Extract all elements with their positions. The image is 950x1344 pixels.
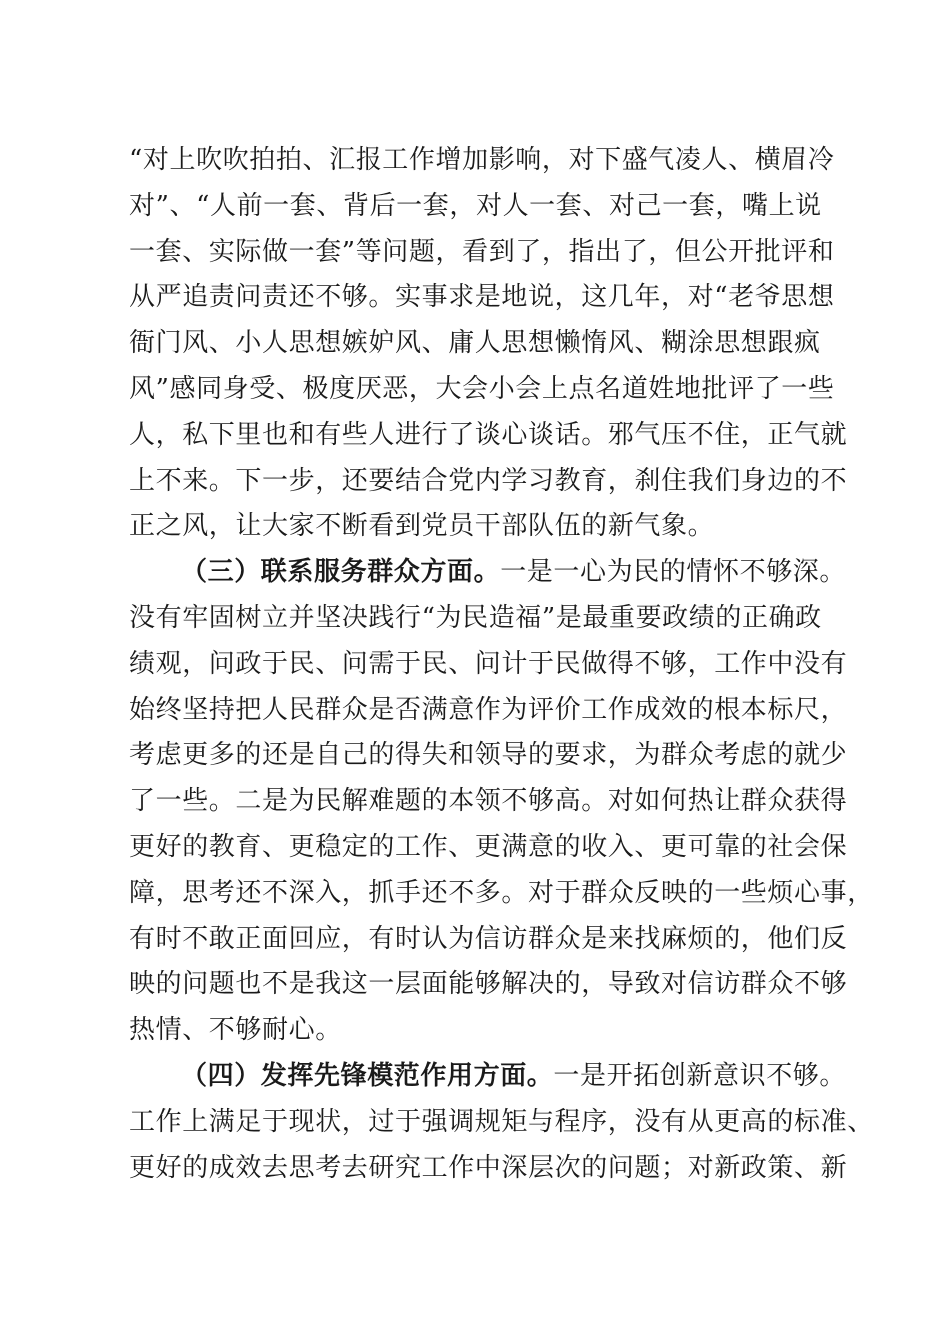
section-3-heading: （三）联系服务群众方面。	[181, 557, 501, 588]
body-line: 更好的教育、更稳定的工作、更满意的收入、更可靠的社会保	[129, 831, 848, 862]
body-line: 考虑更多的还是自己的得失和领导的要求，为群众考虑的就少	[129, 740, 848, 771]
document-body	[129, 138, 874, 1191]
body-line: 人，私下里也和有些人进行了谈心谈话。邪气压不住，正气就	[129, 419, 848, 450]
body-line: 衙门风、小人思想嫉妒风、庸人思想懒惰风、糊涂思想跟疯	[129, 328, 821, 359]
section-4-heading: （四）发挥先锋模范作用方面。	[181, 1060, 554, 1091]
section-4-first-text: 一是开拓创新意识不够。	[553, 1060, 847, 1091]
body-line: 绩观，问政于民、问需于民、问计于民做得不够，工作中没有	[129, 648, 848, 679]
body-line: 有时不敢正面回应，有时认为信访群众是来找麻烦的，他们反	[129, 923, 848, 954]
body-line: 工作上满足于现状，过于强调规矩与程序，没有从更高的标准、	[129, 1106, 874, 1137]
section-3-first-line	[129, 550, 847, 596]
body-line: 更好的成效去思考去研究工作中深层次的问题；对新政策、新	[129, 1152, 848, 1183]
body-line: 风”感同身受、极度厌恶，大会小会上点名道姓地批评了一些	[129, 373, 835, 404]
section-3-first-text: 一是一心为民的情怀不够深。	[500, 557, 847, 588]
body-line: 始终坚持把人民群众是否满意作为评价工作成效的根本标尺，	[129, 694, 848, 725]
body-line: 上不来。下一步，还要结合党内学习教育，刹住我们身边的不	[129, 465, 848, 496]
body-line: 正之风，让大家不断看到党员干部队伍的新气象。	[129, 511, 715, 542]
body-line: 了一些。二是为民解难题的本领不够高。对如何热让群众获得	[129, 786, 848, 817]
body-line: 一套、实际做一套”等问题，看到了，指出了，但公开批评和	[129, 236, 835, 267]
body-line: 从严追责问责还不够。实事求是地说，这几年，对“老爷思想	[129, 282, 835, 313]
body-line: 热情、不够耐心。	[129, 1015, 342, 1046]
body-line: 障，思考还不深入，抓手还不多。对于群众反映的一些烦心事，	[129, 877, 874, 908]
body-line: 没有牢固树立并坚决践行“为民造福”是最重要政绩的正确政	[129, 602, 822, 633]
body-line: “对上吹吹拍拍、汇报工作增加影响，对下盛气凌人、横眉冷	[129, 145, 835, 175]
section-4-first-line	[129, 1054, 847, 1100]
body-line: 映的问题也不是我这一层面能够解决的，导致对信访群众不够	[129, 969, 848, 1000]
body-line: 对”、“人前一套、背后一套，对人一套、对己一套，嘴上说	[129, 190, 822, 221]
